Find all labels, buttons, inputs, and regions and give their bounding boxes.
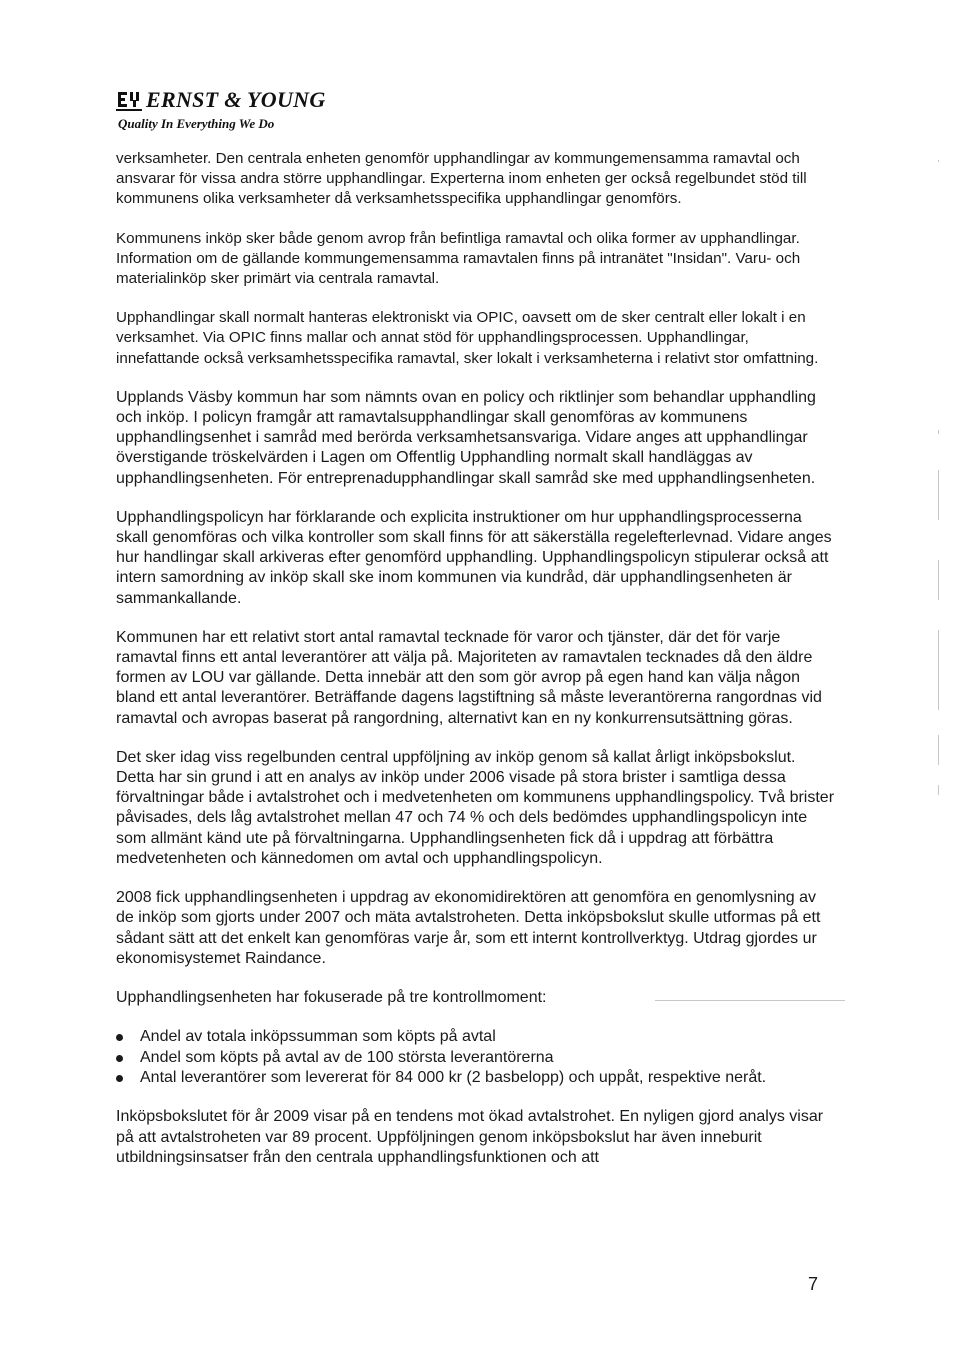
body-text [116,149,836,1187]
scan-artifact [655,1000,845,1001]
paragraph: Kommunen har ett relativt stort antal ramavtal tecknade för varor och tjänster, där det för varje ramavtal finns ett antal leverantörer att välja på. Majoriteten av ramavtalen tecknades då den äldre formen av LOU var gällande. Detta innebär att den som gör avrop på egen hand kan välja någon bland ett antal leverantörer. Beträffande dagens lagstiftning så måste leverantörerna rangordnas vid ramavtal och avropas baserat på rangordning, alternativt kan en ny konkurrensutsättning göras. [116,628,822,727]
company-name: ERNST & YOUNG [146,87,326,112]
scan-artifact [938,430,939,434]
paragraph: Upphandlingspolicyn har förklarande och explicita instruktioner om hur upphandlingsprocesserna skall genomföras och vilka kontroller som skall finns för att säkerställa regelefterlevnad. Vidare anges hur handlingar skall arkiveras efter genomförd upphandling. Upphandlingspolicyn stipulerar också att intern samordning av inköp skall ske inom kommunen via kundråd, där upphandlingsenheten är sammankallande. [116,508,832,607]
paragraph: 2008 fick upphandlingsenheten i uppdrag av ekonomidirektören att genomföra en genomlysning av de inköp som gjorts under 2007 och mäta avtalstroheten. Detta inköpsbokslut skulle utformas på ett sådant sätt att det enkelt kan genomföras varje år, som ett internt kontrollverktyg. Utdrag gjordes ur ekonomisystemet Raindance. [116,889,821,967]
paragraph: Upphandlingsenheten har fokuserade på tre kontrollmoment: [116,988,547,1006]
list-item-text: Antal leverantörer som levererat för 84 000 kr (2 basbelopp) och uppåt, respektive neråt. [140,1068,767,1086]
paragraph: Inköpsbokslutet för år 2009 visar på en tendens mot ökad avtalstrohet. En nyligen gjord analys visar på att avtalstroheten var 89 procent. Uppföljningen genom inköpsbokslut har även inneburit utbildningsinsatser från den centrala upphandlingsfunktionen och att [116,1108,824,1166]
bullet-icon [116,1034,123,1041]
list-item-text: Andel som köpts på avtal av de 100 största leverantörerna [140,1048,554,1066]
bullet-icon [116,1075,123,1082]
scan-artifact [938,160,939,162]
list-item [116,1027,836,1047]
bullet-list [116,1027,836,1088]
paragraph: verksamheter. Den centrala enheten genomför upphandlingar av kommungemensamma ramavtal och ansvarar för vissa andra större upphandlingar. Experterna inom enheten ger också regelbundet stöd till kommunens olika verksamheter då verksamhetsspecifika upphandlingar genomförs. [116,150,807,208]
bullet-icon [116,1055,123,1062]
paragraph: Kommunens inköp sker både genom avrop från befintliga ramavtal och olika former av upphandlingar. Information om de gällande kommungemensamma ramavtalen finns på intranätet "Insidan". Varu- och materialinköp sker primärt via centrala ramavtal. [116,229,801,288]
list-item [116,1068,836,1088]
scan-artifact [938,630,939,710]
scan-artifact [938,785,939,795]
company-logo [116,86,416,132]
scan-artifact [938,735,939,765]
scan-artifact [938,470,939,520]
scan-artifact [938,560,939,600]
list-item-text: Andel av totala inköpssumman som köpts på avtal [140,1028,496,1046]
paragraph: Upplands Väsby kommun har som nämnts ovan en policy och riktlinjer som behandlar upphandling och inköp. I policyn framgår att ramavtalsupphandlingar skall genomföras av kommunens upphandlingsenhet i samråd med berörda verksamhetsansvariga. Vidare anges att upphandlingar överstigande tröskelvärden i Lagen om Offentlig Upphandling normalt skall handläggas av upphandlingsenheten. För entreprenadupphandlingar skall samråd ske med upphandlingsenheten. [116,388,816,487]
paragraph: Det sker idag viss regelbunden central uppföljning av inköp genom så kallat årligt inköpsbokslut. Detta har sin grund i att en analys av inköp under 2006 visade på stora brister i samtliga dessa förvaltningar både i avtalstrohet och i medvetenheten om kommunens upphandlingspolicy. Två brister påvisades, dels låg avtalstrohet mellan 47 och 74 % och dels bedömdes upphandlingspolicyn inte som allmänt känd ute på förvaltningarna. Upphandlingsenheten fick då i uppdrag att förbättra medvetenheten och kännedomen om avtal och upphandlingspolicyn. [116,748,835,867]
company-tagline: Quality In Everything We Do [118,116,275,131]
page-number: 7 [808,1274,819,1294]
paragraph: Upphandlingar skall normalt hanteras elektroniskt via OPIC, oavsett om de sker centralt eller lokalt i en verksamhet. Via OPIC finns mallar och annat stöd för upphandlingsprocessen. Upphandlingar, innefattande också verksamhetsspecifika ramavtal, sker lokalt i verksamheterna i relativt stor omfattning. [116,309,819,367]
ey-logo-mark-icon [116,89,142,111]
list-item [116,1048,836,1068]
